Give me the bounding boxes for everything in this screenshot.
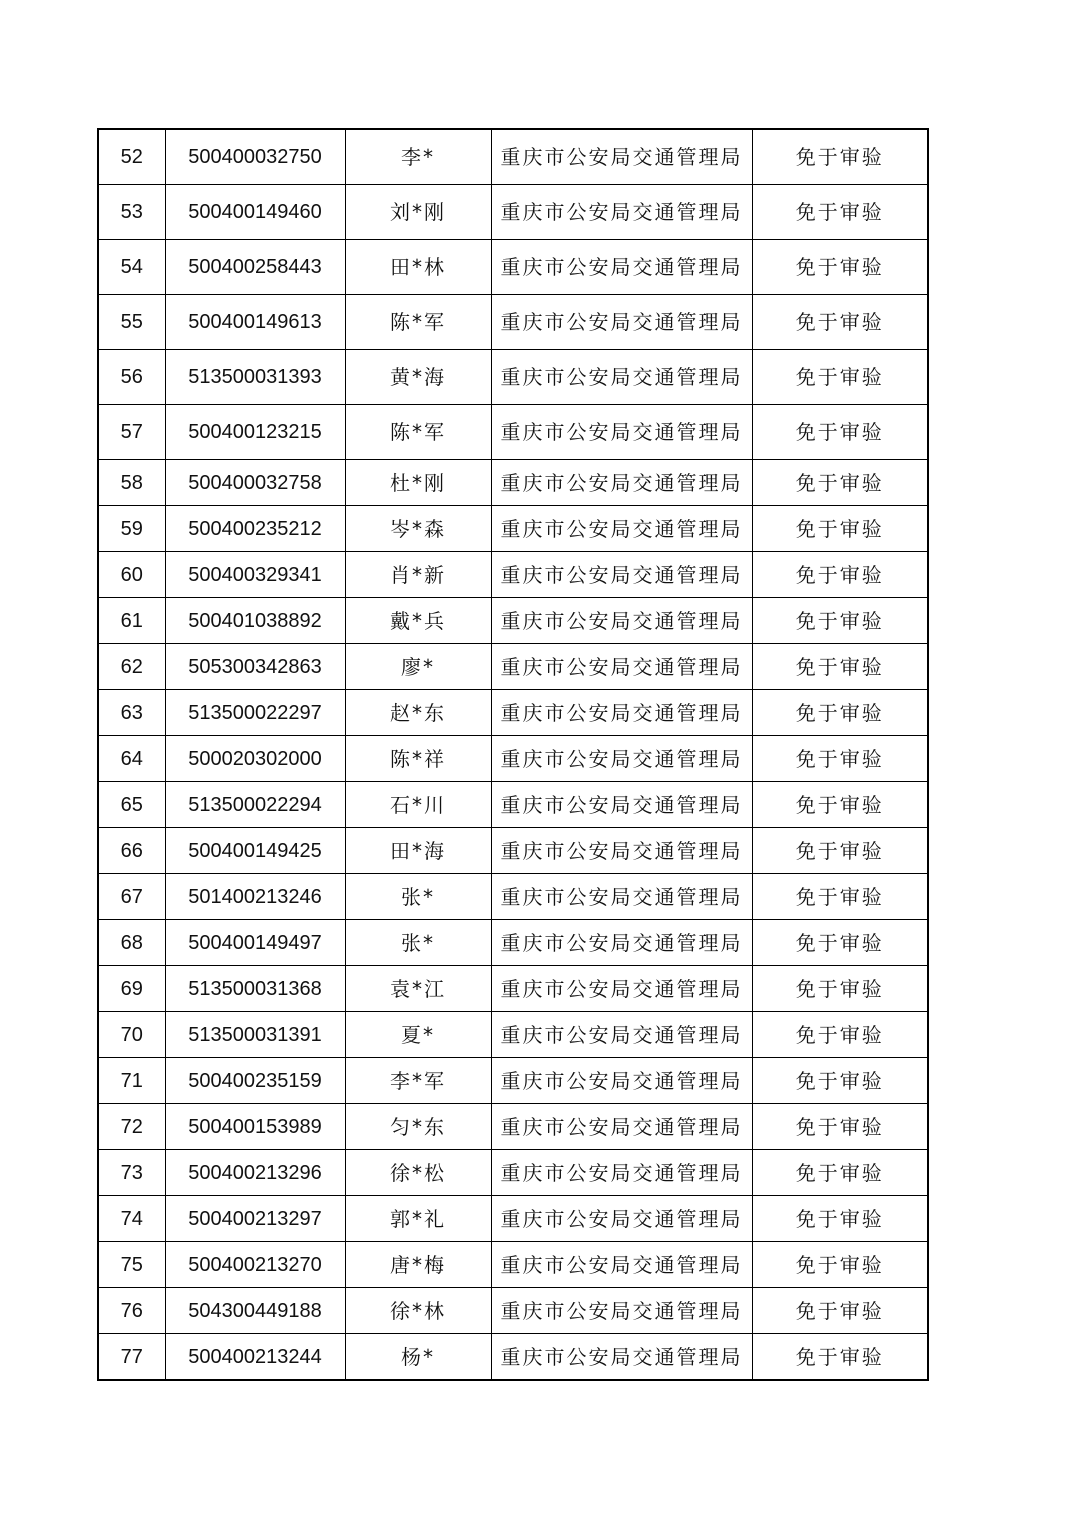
status-cell: 免于审验	[752, 1150, 928, 1196]
table-row	[98, 920, 928, 966]
row-number-cell: 57	[98, 405, 165, 460]
table-row	[98, 460, 928, 506]
id-number-cell: 504300449188	[165, 1288, 345, 1334]
name-cell: 戴*兵	[345, 598, 491, 644]
row-number-cell: 60	[98, 552, 165, 598]
table-row	[98, 240, 928, 295]
status-cell: 免于审验	[752, 185, 928, 240]
name-cell: 徐*松	[345, 1150, 491, 1196]
id-number-cell: 500400123215	[165, 405, 345, 460]
name-cell: 赵*东	[345, 690, 491, 736]
status-cell: 免于审验	[752, 506, 928, 552]
authority-cell: 重庆市公安局交通管理局	[491, 240, 752, 295]
id-number-cell: 500400149613	[165, 295, 345, 350]
row-number-cell: 59	[98, 506, 165, 552]
authority-cell: 重庆市公安局交通管理局	[491, 1058, 752, 1104]
id-number-cell: 513500031393	[165, 350, 345, 405]
status-cell: 免于审验	[752, 350, 928, 405]
row-number-cell: 56	[98, 350, 165, 405]
table-row	[98, 966, 928, 1012]
row-number-cell: 58	[98, 460, 165, 506]
name-cell: 刘*刚	[345, 185, 491, 240]
id-number-cell: 500020302000	[165, 736, 345, 782]
row-number-cell: 63	[98, 690, 165, 736]
authority-cell: 重庆市公安局交通管理局	[491, 185, 752, 240]
status-cell: 免于审验	[752, 1242, 928, 1288]
id-number-cell: 500400213270	[165, 1242, 345, 1288]
table-row	[98, 1058, 928, 1104]
authority-cell: 重庆市公安局交通管理局	[491, 782, 752, 828]
id-number-cell: 500401038892	[165, 598, 345, 644]
id-number-cell: 500400149497	[165, 920, 345, 966]
name-cell: 唐*梅	[345, 1242, 491, 1288]
name-cell: 田*海	[345, 828, 491, 874]
id-number-cell: 500400213297	[165, 1196, 345, 1242]
table-row	[98, 405, 928, 460]
id-number-cell: 513500022297	[165, 690, 345, 736]
authority-cell: 重庆市公安局交通管理局	[491, 920, 752, 966]
status-cell: 免于审验	[752, 966, 928, 1012]
row-number-cell: 75	[98, 1242, 165, 1288]
authority-cell: 重庆市公安局交通管理局	[491, 295, 752, 350]
id-number-cell: 500400235159	[165, 1058, 345, 1104]
table-row	[98, 1150, 928, 1196]
status-cell: 免于审验	[752, 1012, 928, 1058]
table-row	[98, 1334, 928, 1381]
status-cell: 免于审验	[752, 1058, 928, 1104]
table-row	[98, 1104, 928, 1150]
name-cell: 徐*林	[345, 1288, 491, 1334]
table-row	[98, 1196, 928, 1242]
name-cell: 廖*	[345, 644, 491, 690]
row-number-cell: 70	[98, 1012, 165, 1058]
status-cell: 免于审验	[752, 1196, 928, 1242]
id-number-cell: 500400258443	[165, 240, 345, 295]
authority-cell: 重庆市公安局交通管理局	[491, 552, 752, 598]
row-number-cell: 73	[98, 1150, 165, 1196]
row-number-cell: 71	[98, 1058, 165, 1104]
row-number-cell: 62	[98, 644, 165, 690]
table-row	[98, 295, 928, 350]
row-number-cell: 54	[98, 240, 165, 295]
table-body	[98, 129, 928, 1380]
id-number-cell: 500400329341	[165, 552, 345, 598]
authority-cell: 重庆市公安局交通管理局	[491, 690, 752, 736]
authority-cell: 重庆市公安局交通管理局	[491, 350, 752, 405]
name-cell: 陈*军	[345, 295, 491, 350]
table-row	[98, 350, 928, 405]
authority-cell: 重庆市公安局交通管理局	[491, 736, 752, 782]
status-cell: 免于审验	[752, 782, 928, 828]
name-cell: 张*	[345, 874, 491, 920]
status-cell: 免于审验	[752, 1334, 928, 1381]
table-row	[98, 874, 928, 920]
table-row	[98, 129, 928, 185]
status-cell: 免于审验	[752, 295, 928, 350]
name-cell: 张*	[345, 920, 491, 966]
authority-cell: 重庆市公安局交通管理局	[491, 1242, 752, 1288]
table-row	[98, 828, 928, 874]
authority-cell: 重庆市公安局交通管理局	[491, 506, 752, 552]
name-cell: 袁*江	[345, 966, 491, 1012]
status-cell: 免于审验	[752, 736, 928, 782]
name-cell: 李*	[345, 129, 491, 185]
id-number-cell: 513500031368	[165, 966, 345, 1012]
row-number-cell: 61	[98, 598, 165, 644]
table-row	[98, 1288, 928, 1334]
status-cell: 免于审验	[752, 1104, 928, 1150]
exemption-table	[97, 128, 929, 1381]
table-row	[98, 690, 928, 736]
name-cell: 李*军	[345, 1058, 491, 1104]
table-row	[98, 552, 928, 598]
status-cell: 免于审验	[752, 1288, 928, 1334]
authority-cell: 重庆市公安局交通管理局	[491, 1288, 752, 1334]
row-number-cell: 53	[98, 185, 165, 240]
name-cell: 匀*东	[345, 1104, 491, 1150]
status-cell: 免于审验	[752, 240, 928, 295]
name-cell: 石*川	[345, 782, 491, 828]
row-number-cell: 77	[98, 1334, 165, 1381]
authority-cell: 重庆市公安局交通管理局	[491, 1012, 752, 1058]
row-number-cell: 69	[98, 966, 165, 1012]
table-row	[98, 1012, 928, 1058]
id-number-cell: 500400213244	[165, 1334, 345, 1381]
authority-cell: 重庆市公安局交通管理局	[491, 1196, 752, 1242]
id-number-cell: 513500022294	[165, 782, 345, 828]
id-number-cell: 500400235212	[165, 506, 345, 552]
table-row	[98, 736, 928, 782]
name-cell: 郭*礼	[345, 1196, 491, 1242]
table-row	[98, 1242, 928, 1288]
table-row	[98, 782, 928, 828]
name-cell: 杜*刚	[345, 460, 491, 506]
authority-cell: 重庆市公安局交通管理局	[491, 644, 752, 690]
row-number-cell: 68	[98, 920, 165, 966]
name-cell: 肖*新	[345, 552, 491, 598]
status-cell: 免于审验	[752, 405, 928, 460]
status-cell: 免于审验	[752, 598, 928, 644]
name-cell: 黄*海	[345, 350, 491, 405]
name-cell: 夏*	[345, 1012, 491, 1058]
authority-cell: 重庆市公安局交通管理局	[491, 1104, 752, 1150]
authority-cell: 重庆市公安局交通管理局	[491, 966, 752, 1012]
status-cell: 免于审验	[752, 552, 928, 598]
id-number-cell: 500400149460	[165, 185, 345, 240]
id-number-cell: 513500031391	[165, 1012, 345, 1058]
name-cell: 陈*祥	[345, 736, 491, 782]
row-number-cell: 76	[98, 1288, 165, 1334]
id-number-cell: 501400213246	[165, 874, 345, 920]
authority-cell: 重庆市公安局交通管理局	[491, 460, 752, 506]
status-cell: 免于审验	[752, 690, 928, 736]
name-cell: 杨*	[345, 1334, 491, 1381]
status-cell: 免于审验	[752, 828, 928, 874]
authority-cell: 重庆市公安局交通管理局	[491, 874, 752, 920]
authority-cell: 重庆市公安局交通管理局	[491, 828, 752, 874]
row-number-cell: 67	[98, 874, 165, 920]
name-cell: 岑*森	[345, 506, 491, 552]
status-cell: 免于审验	[752, 644, 928, 690]
row-number-cell: 52	[98, 129, 165, 185]
table-row	[98, 598, 928, 644]
status-cell: 免于审验	[752, 874, 928, 920]
authority-cell: 重庆市公安局交通管理局	[491, 405, 752, 460]
row-number-cell: 74	[98, 1196, 165, 1242]
id-number-cell: 505300342863	[165, 644, 345, 690]
authority-cell: 重庆市公安局交通管理局	[491, 1334, 752, 1381]
name-cell: 田*林	[345, 240, 491, 295]
id-number-cell: 500400149425	[165, 828, 345, 874]
row-number-cell: 65	[98, 782, 165, 828]
id-number-cell: 500400032750	[165, 129, 345, 185]
status-cell: 免于审验	[752, 920, 928, 966]
table-row	[98, 506, 928, 552]
table-row	[98, 644, 928, 690]
name-cell: 陈*军	[345, 405, 491, 460]
table-row	[98, 185, 928, 240]
status-cell: 免于审验	[752, 129, 928, 185]
id-number-cell: 500400032758	[165, 460, 345, 506]
row-number-cell: 66	[98, 828, 165, 874]
id-number-cell: 500400213296	[165, 1150, 345, 1196]
row-number-cell: 55	[98, 295, 165, 350]
row-number-cell: 72	[98, 1104, 165, 1150]
authority-cell: 重庆市公安局交通管理局	[491, 598, 752, 644]
status-cell: 免于审验	[752, 460, 928, 506]
id-number-cell: 500400153989	[165, 1104, 345, 1150]
row-number-cell: 64	[98, 736, 165, 782]
authority-cell: 重庆市公安局交通管理局	[491, 1150, 752, 1196]
authority-cell: 重庆市公安局交通管理局	[491, 129, 752, 185]
